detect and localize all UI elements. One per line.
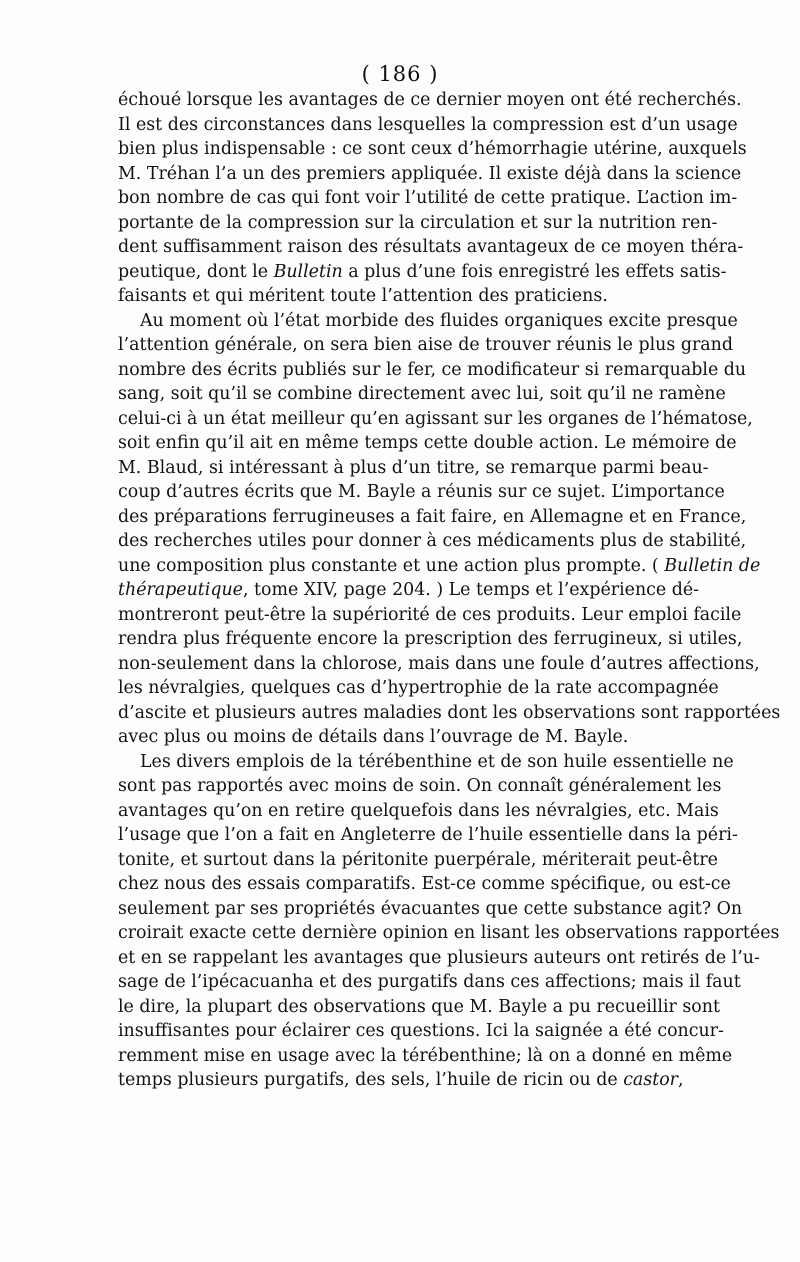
text-line: peutique, dont le Bulletin a plus d’une fois enregistré les effets satis-: [118, 261, 727, 282]
text-line: sont pas rapportés avec moins de soin. On connaît généralement les: [118, 776, 722, 796]
text-line: sage de l’ipécacuanha et des purgatifs dans ces affections; mais il faut: [118, 972, 741, 992]
page-number: ( 186 ): [361, 62, 439, 86]
text-line: avec plus ou moins de détails dans l’ouvrage de M. Bayle.: [118, 727, 629, 747]
text-line: le dire, la plupart des observations que M. Bayle a pu recueillir sont: [118, 996, 720, 1017]
text-line: d’ascite et plusieurs autres maladies dont les observations sont rapportées: [118, 702, 781, 723]
text-line: Les divers emplois de la térébenthine et de son huile essentielle ne: [140, 751, 734, 772]
text-line: sang, soit qu’il se combine directement avec lui, soit qu’il ne ramène: [118, 384, 726, 404]
text-line: chez nous des essais comparatifs. Est-ce comme spécifique, ou est-ce: [118, 874, 731, 894]
text-line: nombre des écrits publiés sur le fer, ce modificateur si remarquable du: [118, 359, 747, 380]
italic-text: thérapeutique: [118, 580, 243, 600]
text-line: bien plus indispensable : ce sont ceux d’hémorrhagie utérine, auxquels: [118, 139, 747, 159]
text-line: celui-ci à un état meilleur qu’en agissant sur les organes de l’hématose,: [118, 408, 753, 429]
text-line: seulement par ses propriétés évacuantes que cette substance agit? On: [118, 898, 743, 919]
text-line: M. Blaud, si intéressant à plus d’un titre, se remarque parmi beau-: [118, 457, 709, 478]
text-line: portante de la compression sur la circulation et sur la nutrition ren-: [118, 212, 718, 233]
text-line: rendra plus fréquente encore la prescription des ferrugineux, si utiles,: [118, 629, 743, 649]
text-line: tonite, et surtout dans la péritonite puerpérale, mériterait peut-être: [118, 849, 718, 870]
paragraph: [118, 750, 780, 1093]
text-line: l’usage que l’on a fait en Angleterre de l’huile essentielle dans la péri-: [118, 825, 738, 845]
text-line: des préparations ferrugineuses a fait faire, en Allemagne et en France,: [118, 506, 747, 527]
paragraph: [118, 309, 781, 750]
text-line: remment mise en usage avec la térébenthine; là on a donné en même: [118, 1045, 733, 1066]
text-line: des recherches utiles pour donner à ces médicaments plus de stabilité,: [118, 531, 747, 551]
text-line: coup d’autres écrits que M. Bayle a réunis sur ce sujet. L’importance: [118, 482, 725, 502]
text-line: faisants et qui méritent toute l’attention des praticiens.: [118, 286, 608, 306]
text-line: Au moment où l’état morbide des fluides organiques excite presque: [140, 310, 738, 331]
text-line: croirait exacte cette dernière opinion en lisant les observations rapportées: [118, 923, 780, 943]
text-line: les névralgies, quelques cas d’hypertrophie de la rate accompagnée: [118, 678, 719, 698]
body-text: [118, 88, 781, 1093]
text-line: l’attention générale, on sera bien aise de trouver réunis le plus grand: [118, 335, 733, 355]
text-line: une composition plus constante et une action plus prompte. ( Bulletin de: [118, 555, 761, 576]
text-line: avantages qu’on en retire quelquefois dans les névralgies, etc. Mais: [118, 800, 719, 821]
text-line: non-seulement dans la chlorose, mais dans une foule d’autres affections,: [118, 653, 760, 674]
text-line: M. Tréhan l’a un des premiers appliquée. Il existe déjà dans la science: [118, 163, 742, 184]
text-line: insuffisantes pour éclairer ces questions. Ici la saignée a été concur-: [118, 1021, 724, 1041]
text-line: dent suffisamment raison des résultats avantageux de ce moyen théra-: [118, 237, 744, 257]
text-line: temps plusieurs purgatifs, des sels, l’huile de ricin ou de castor,: [118, 1070, 684, 1090]
italic-text: Bulletin de: [664, 555, 761, 576]
italic-text: castor: [623, 1070, 678, 1090]
text-line: échoué lorsque les avantages de ce dernier moyen ont été recherchés.: [118, 90, 742, 110]
text-line: soit enfin qu’il ait en même temps cette double action. Le mémoire de: [118, 433, 737, 453]
text-line: montreront peut-être la supériorité de ces produits. Leur emploi facile: [118, 604, 742, 625]
text-line: Il est des circonstances dans lesquelles la compression est d’un usage: [118, 114, 738, 135]
italic-text: Bulletin: [273, 261, 343, 282]
text-line: thérapeutique, tome XIV, page 204. ) Le temps et l’expérience dé-: [118, 580, 700, 600]
paragraph: [118, 88, 747, 309]
text-line: et en se rappelant les avantages que plusieurs auteurs ont retirés de l’u-: [118, 947, 760, 968]
text-line: bon nombre de cas qui font voir l’utilité de cette pratique. L’action im-: [118, 188, 738, 208]
